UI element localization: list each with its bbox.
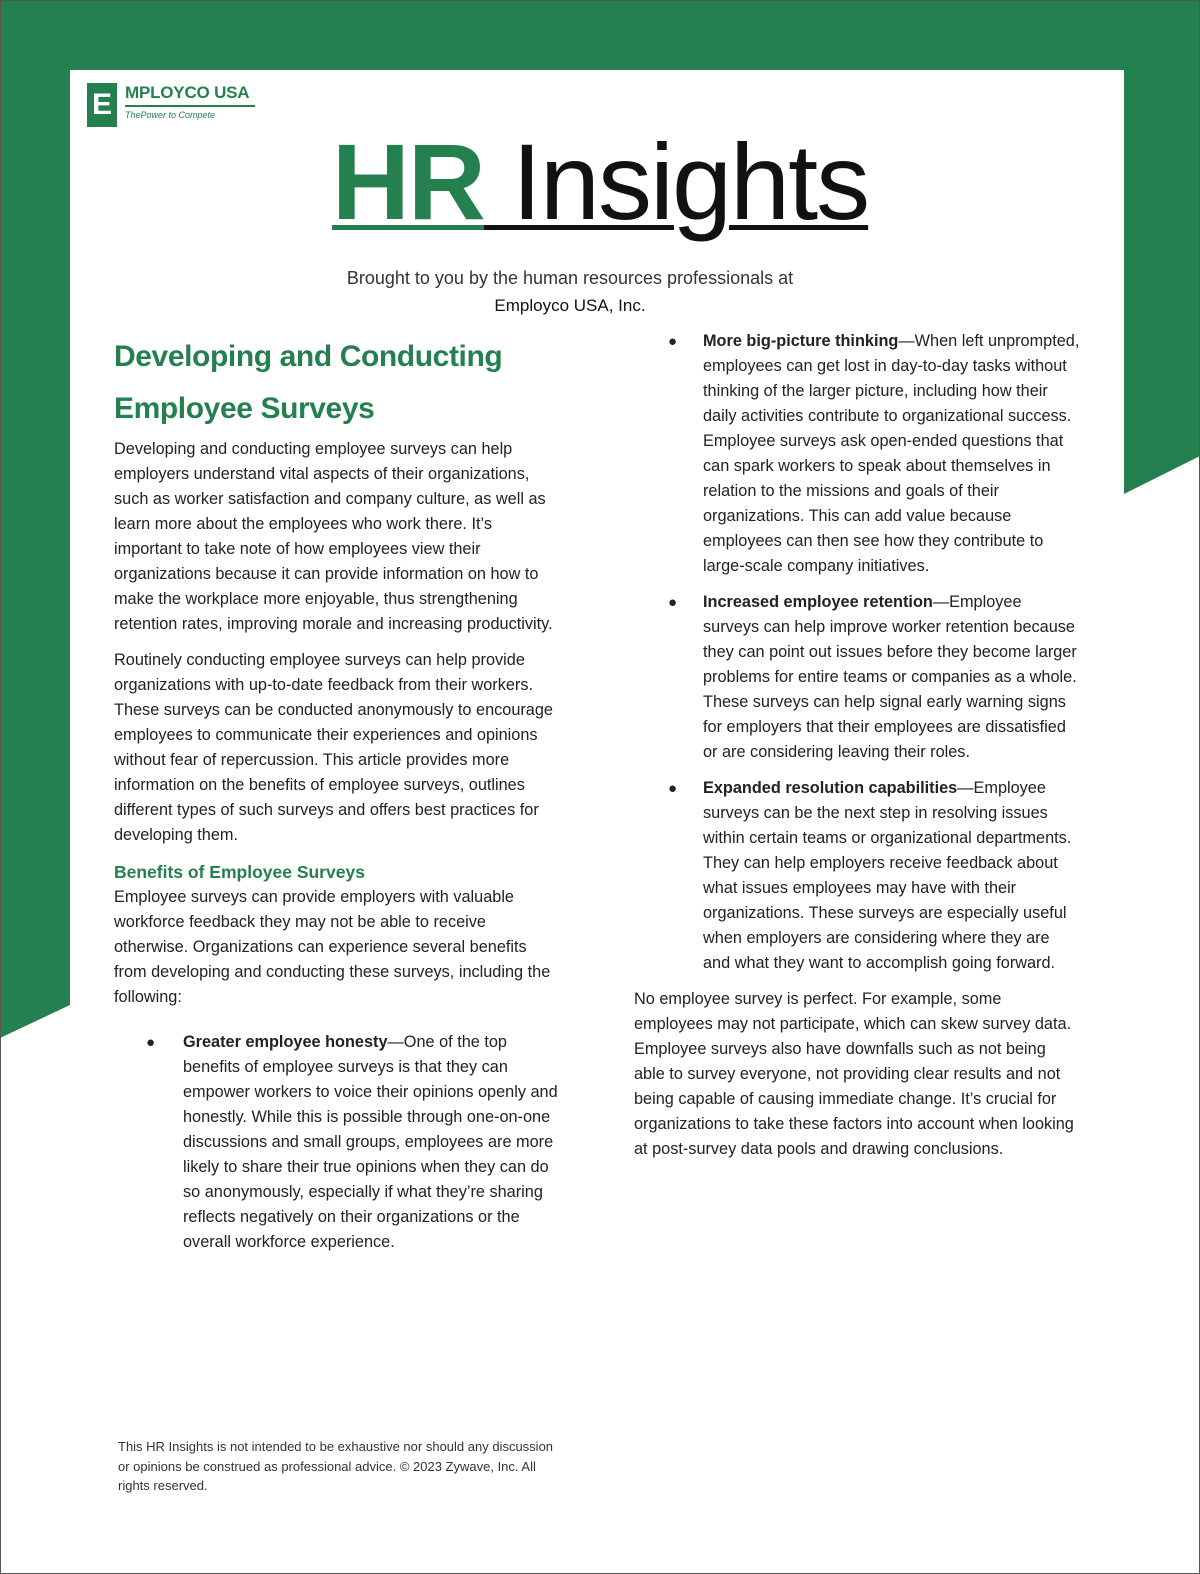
article-title: Developing and Conducting Employee Surveys (114, 340, 503, 425)
bullet-icon: ● (668, 333, 678, 350)
bullet-label: Greater employee honesty (183, 1033, 388, 1051)
intro-paragraph-2: Routinely conducting employee surveys can help provide organizations with up-to-date feedback from their workers. These surveys can be conducted anonymously to encourage employees to communicate their experiences and opinions without fear of repercussion. This article provides more information on the benefits of employee surveys, outlines different types of such surveys and offers best practices for developing them. (114, 651, 553, 844)
byline-line1: Brought to you by the human resources professionals at (346, 268, 794, 288)
bullet-label: More big-picture thinking (703, 332, 899, 350)
benefits-list-left (114, 1030, 559, 1255)
bullet-icon: ● (146, 1034, 156, 1051)
left-column (114, 331, 559, 1266)
intro-paragraph-1: Developing and conducting employee surveys can help employers understand vital aspects of their organizations, such as worker satisfaction and company culture, as well as learn more about the employees who work there. It’s important to take note of how employees view their organizations because it can provide information on how to make the workplace more enjoyable, thus strengthening retention rates, improving morale and increasing productivity. (114, 440, 553, 633)
logo-rule (125, 105, 255, 107)
bullet-icon: ● (668, 780, 678, 797)
accent-stripe-3 (1150, 410, 1200, 421)
logo-letter: E (87, 83, 117, 127)
benefits-list-right (634, 329, 1080, 976)
byline (0, 264, 1140, 320)
masthead-title (0, 118, 1200, 246)
accent-stripe-2 (1150, 377, 1200, 388)
bullet-text: —Employee surveys can be the next step in resolving issues within certain teams or organizational departments. They can help employers receive feedback about what issues employees may have with their organizations. These surveys are especially useful when employers are considering where they are and what they want to accomplish going forward. (703, 779, 1072, 972)
byline-company: Employco USA, Inc. (494, 296, 646, 315)
benefits-heading: Benefits of Employee Surveys (114, 862, 365, 882)
masthead-insights: Insights (483, 121, 869, 242)
bullet-icon: ● (668, 594, 678, 611)
bullet-label: Increased employee retention (703, 593, 933, 611)
masthead-hr: HR (331, 121, 484, 242)
bullet-text: —Employee surveys can help improve worker retention because they can point out issues before they become larger problems for entire teams or companies as a whole. These surveys can help signal early warning signs for employers that their employees are dissatisfied or are considering leaving their roles. (703, 593, 1077, 761)
closing-paragraph: No employee survey is perfect. For example, some employees may not participate, which can skew survey data. Employee surveys also have downfalls such as not being able to survey everyone, not providing clear results and not being capable of causing immediate change. It’s crucial for organizations to take these factors into account when looking at post-survey data pools and drawing conclusions. (634, 990, 1074, 1158)
list-item (634, 590, 1080, 765)
right-column (634, 329, 1080, 1173)
footer-disclaimer: This HR Insights is not intended to be exhaustive nor should any discussion or opinions be construed as professional advice. © 2023 Zywave, Inc. All rights reserved. (118, 1439, 554, 1493)
benefits-intro: Employee surveys can provide employers with valuable workforce feedback they may not be able to receive otherwise. Organizations can experience several benefits from developing and conducting these surveys, including the following: (114, 888, 551, 1006)
list-item (634, 776, 1080, 976)
bullet-text: —One of the top benefits of employee surveys is that they can empower workers to voice their opinions openly and honestly. While this is possible through one-on-one discussions and small groups, employees are more likely to share their true opinions when they can do so anonymously, especially if what they’re sharing reflects negatively on their organizations or the overall workforce experience. (183, 1033, 558, 1251)
list-item (634, 329, 1080, 579)
bullet-text: —When left unprompted, employees can get lost in day-to-day tasks without thinking of the larger picture, including how their daily activities contribute to organizational success. Employee surveys ask open-ended questions that can spark workers to speak about themselves in relation to the missions and goals of their organizations. This can add value because employees can then see how they contribute to large-scale company initiatives. (703, 332, 1080, 575)
list-item (114, 1030, 559, 1255)
logo-name: MPLOYCO USA (125, 83, 250, 102)
logo-tagline: ThePower to Compete (125, 110, 216, 120)
accent-stripe-1 (1150, 344, 1200, 355)
bullet-label: Expanded resolution capabilities (703, 779, 958, 797)
